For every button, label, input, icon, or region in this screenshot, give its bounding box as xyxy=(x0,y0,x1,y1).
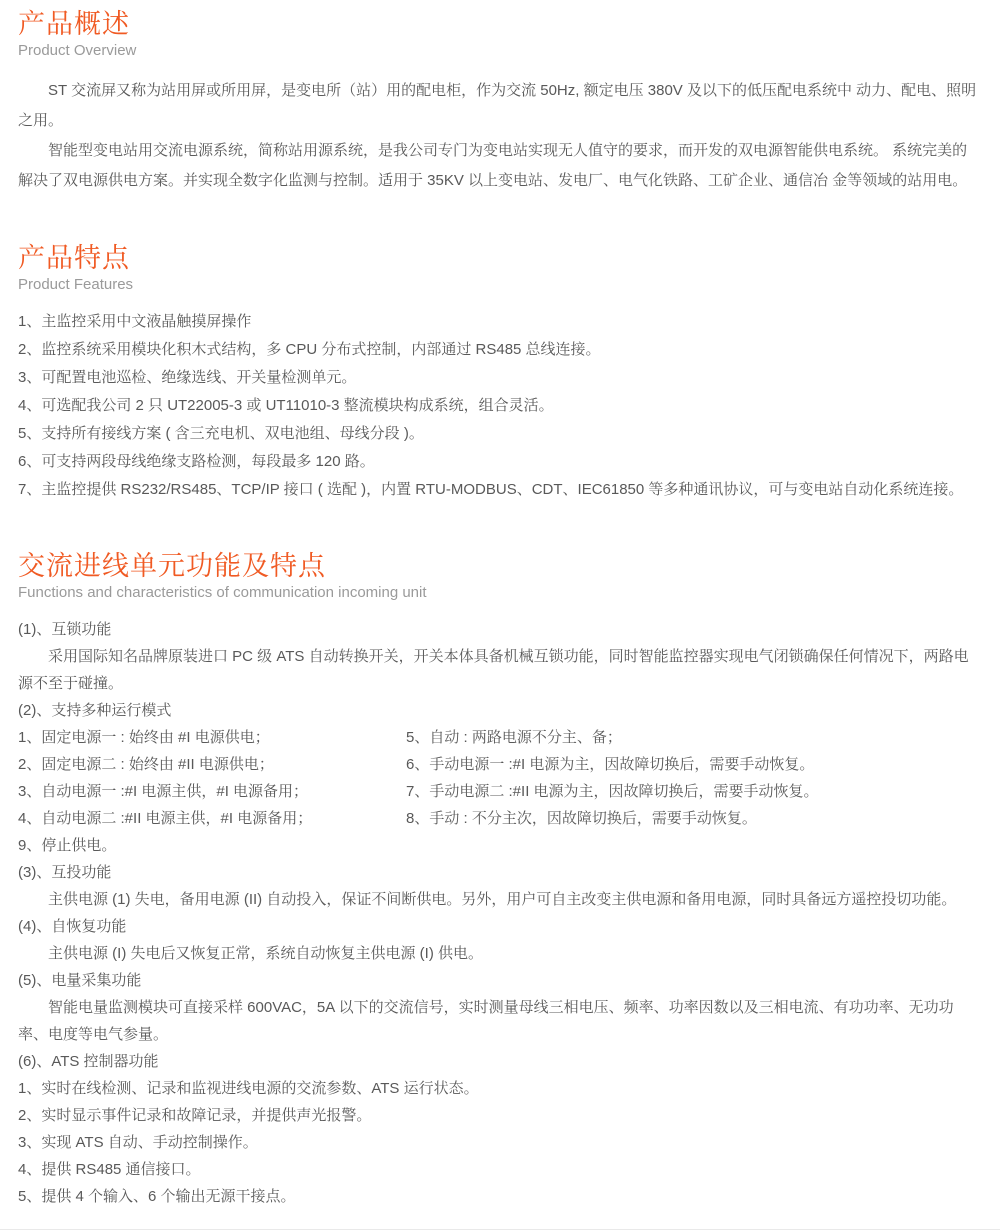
run-mode-item: 5、自动 : 两路电源不分主、备； xyxy=(406,729,622,746)
run-mode-item: 2、固定电源二 : 始终由 #II 电源供电； xyxy=(18,756,274,773)
interlock-paragraph: 采用国际知名品牌原装进口 PC 级 ATS 自动转换开关，开关本体具备机械互锁功能，同时智能监控器实现电气闭锁确保任何情况下，两路电源不至于碰撞。 xyxy=(18,648,969,692)
ats-controller-item: 5、提供 4 个输入、6 个输出无源干接点。 xyxy=(18,1188,296,1205)
run-modes-title: (2)、支持多种运行模式 xyxy=(18,702,172,719)
transfer-paragraph: 主供电源 (1) 失电，备用电源 (II) 自动投入，保证不间断供电。另外，用户可自主改变主供电源和备用电源，同时具备远方遥控投切功能。 xyxy=(48,891,957,908)
interlock-title: (1)、互锁功能 xyxy=(18,621,112,638)
run-mode-item: 7、手动电源二 :#II 电源为主，因故障切换后，需要手动恢复。 xyxy=(406,783,819,800)
section-product-features xyxy=(18,242,982,504)
section-subtitle-ac-incoming-unit: Functions and characteristics of communication incoming unit xyxy=(18,584,427,601)
section-product-overview xyxy=(18,8,982,196)
feature-item: 2、监控系统采用模块化积木式结构，多 CPU 分布式控制，内部通过 RS485 总线连接。 xyxy=(18,341,601,358)
recovery-title: (4)、自恢复功能 xyxy=(18,918,127,935)
run-mode-item: 6、手动电源一 :#I 电源为主，因故障切换后，需要手动恢复。 xyxy=(406,756,815,773)
ats-controller-title: (6)、ATS 控制器功能 xyxy=(18,1053,159,1070)
ats-controller-item: 1、实时在线检测、记录和监视进线电源的交流参数、ATS 运行状态。 xyxy=(18,1080,479,1097)
ats-controller-item: 4、提供 RS485 通信接口。 xyxy=(18,1161,201,1178)
feature-item: 4、可选配我公司 2 只 UT22005-3 或 UT11010-3 整流模块构成系统，组合灵活。 xyxy=(18,397,554,414)
feature-list xyxy=(18,308,982,504)
bottom-divider xyxy=(0,1229,1000,1230)
section-ac-incoming-unit xyxy=(18,550,982,1210)
feature-item: 3、可配置电池巡检、绝缘选线、开关量检测单元。 xyxy=(18,369,357,386)
feature-item: 5、支持所有接线方案 ( 含三充电机、双电池组、母线分段 )。 xyxy=(18,425,424,442)
run-mode-item: 1、固定电源一 : 始终由 #I 电源供电； xyxy=(18,729,270,746)
run-modes-column-right xyxy=(406,724,982,832)
feature-item: 1、主监控采用中文液晶触摸屏操作 xyxy=(18,313,252,330)
feature-item: 7、主监控提供 RS232/RS485、TCP/IP 接口 ( 选配 )，内置 RTU-MODBUS、CDT、IEC61850 等多种通讯协议，可与变电站自动化系统连接。 xyxy=(18,481,964,498)
ats-controller-item: 2、实时显示事件记录和故障记录，并提供声光报警。 xyxy=(18,1107,372,1124)
run-modes-column-left xyxy=(18,724,406,832)
overview-body xyxy=(18,76,982,196)
ac-incoming-body xyxy=(18,616,982,1210)
run-mode-stop: 9、停止供电。 xyxy=(18,837,117,854)
ats-controller-item: 3、实现 ATS 自动、手动控制操作。 xyxy=(18,1134,258,1151)
section-title-ac-incoming-unit: 交流进线单元功能及特点 xyxy=(18,551,326,581)
run-mode-item: 8、手动 : 不分主次，因故障切换后，需要手动恢复。 xyxy=(406,810,757,827)
transfer-title: (3)、互投功能 xyxy=(18,864,112,881)
overview-paragraph-2: 智能型变电站用交流电源系统，简称站用源系统，是我公司专门为变电站实现无人值守的要求，而开发的双电源智能供电系统。 系统完美的解决了双电源供电方案。并实现全数字化监测与控制。适用于 35KV 以上变电站、发电厂、电气化铁路、工矿企业、通信冶 金等领域的站用电。 xyxy=(18,142,968,189)
section-subtitle-product-overview: Product Overview xyxy=(18,42,137,59)
ats-controller-list xyxy=(18,1075,982,1210)
run-modes-list-right xyxy=(406,724,982,832)
run-modes-columns xyxy=(18,724,982,832)
section-title-product-overview: 产品概述 xyxy=(18,9,130,39)
section-title-product-features: 产品特点 xyxy=(18,243,130,273)
overview-paragraph-1: ST 交流屏又称为站用屏或所用屏，是变电所（站）用的配电柜，作为交流 50Hz, 额定电压 380V 及以下的低压配电系统中 动力、配电、照明之用。 xyxy=(18,82,977,129)
recovery-paragraph: 主供电源 (I) 失电后又恢复正常，系统自动恢复主供电源 (I) 供电。 xyxy=(48,945,483,962)
section-subtitle-product-features: Product Features xyxy=(18,276,134,293)
metering-paragraph: 智能电量监测模块可直接采样 600VAC，5A 以下的交流信号，实时测量母线三相电压、频率、功率因数以及三相电流、有功功率、无功功率、电度等电气参量。 xyxy=(18,999,954,1043)
feature-item: 6、可支持两段母线绝缘支路检测，每段最多 120 路。 xyxy=(18,453,375,470)
metering-title: (5)、电量采集功能 xyxy=(18,972,142,989)
run-mode-item: 3、自动电源一 :#I 电源主供，#I 电源备用； xyxy=(18,783,309,800)
run-modes-list-left xyxy=(18,724,406,832)
run-mode-item: 4、自动电源二 :#II 电源主供，#I 电源备用； xyxy=(18,810,313,827)
